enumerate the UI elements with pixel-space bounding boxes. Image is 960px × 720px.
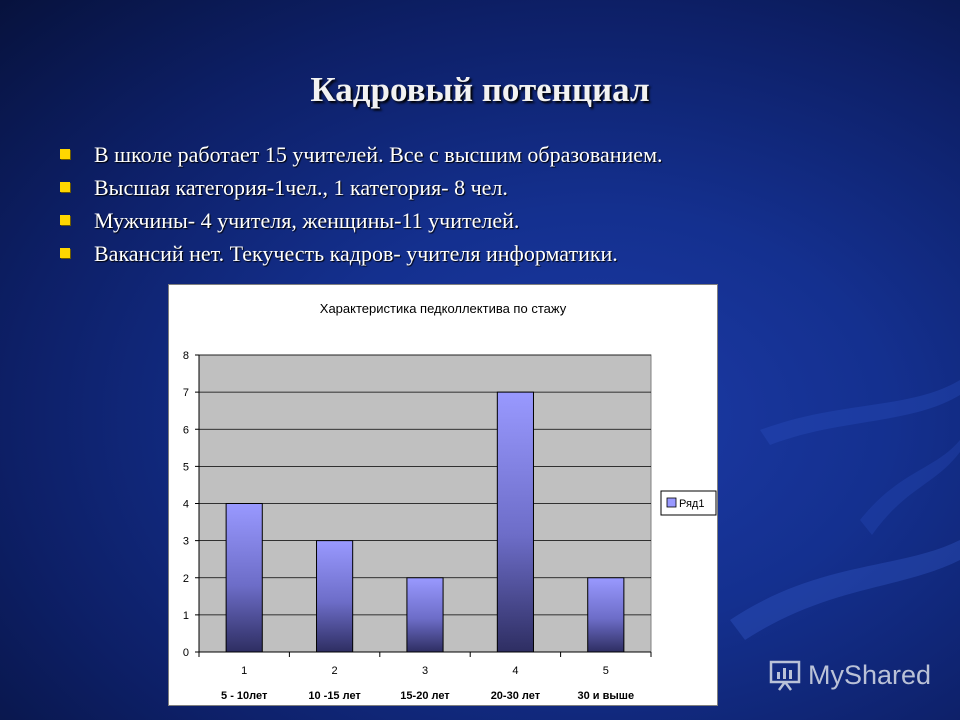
square-bullet-icon: [60, 215, 70, 225]
myshared-logo: [768, 655, 931, 695]
bar-chart: [169, 285, 717, 705]
legend-swatch: [667, 498, 676, 507]
bar: [407, 578, 443, 652]
y-tick-label: 4: [182, 498, 189, 511]
bullet-item: [58, 206, 663, 239]
bar: [588, 578, 624, 652]
bar: [317, 541, 353, 652]
x-tick-label: 5: [602, 665, 609, 677]
square-bullet-icon: [60, 149, 70, 159]
bullet-text: В школе работает 15 учителей. Все с высшим образованием.: [94, 142, 663, 167]
chart-frame: [168, 284, 718, 706]
category-label: 5 - 10лет: [221, 690, 268, 702]
y-tick-label: 8: [182, 350, 189, 362]
category-label: 15-20 лет: [400, 690, 450, 702]
y-tick-label: 3: [182, 535, 189, 548]
chart-title: Характеристика педколлектива по стажу: [319, 301, 567, 316]
square-bullet-icon: [60, 248, 70, 258]
x-tick-label: 3: [421, 665, 429, 677]
y-tick-label: 2: [182, 572, 189, 585]
logo-text: MyShared: [808, 659, 932, 690]
x-tick-label: 1: [241, 665, 248, 677]
bullet-item: [58, 140, 663, 173]
category-label: 10 -15 лет: [308, 690, 361, 702]
bar: [226, 504, 262, 653]
square-bullet-icon: [60, 182, 70, 192]
chart-legend: [661, 491, 716, 515]
bullet-item: [58, 239, 663, 272]
y-tick-label: 7: [182, 387, 189, 400]
y-tick-label: 1: [182, 609, 189, 622]
category-label: 30 и выше: [577, 690, 635, 702]
x-tick-label: 2: [331, 665, 338, 677]
bullet-text: Вакансий нет. Текучесть кадров- учителя информатики.: [94, 241, 618, 266]
y-tick-label: 5: [182, 461, 189, 474]
bar: [497, 392, 533, 652]
y-tick-label: 6: [182, 424, 189, 437]
legend-label: Ряд1: [679, 498, 705, 510]
y-tick-label: 0: [182, 647, 189, 659]
category-label: 20-30 лет: [490, 690, 541, 702]
slide-title: Кадровый потенциал: [310, 70, 650, 109]
x-tick-label: 4: [512, 665, 519, 677]
bullet-list: [58, 140, 663, 272]
bullet-text: Высшая категория-1чел., 1 категория- 8 чел.: [94, 175, 508, 200]
bullet-text: Мужчины- 4 учителя, женщины-11 учителей.: [94, 208, 520, 233]
presentation-icon: [768, 658, 802, 692]
bullet-item: [58, 173, 663, 206]
